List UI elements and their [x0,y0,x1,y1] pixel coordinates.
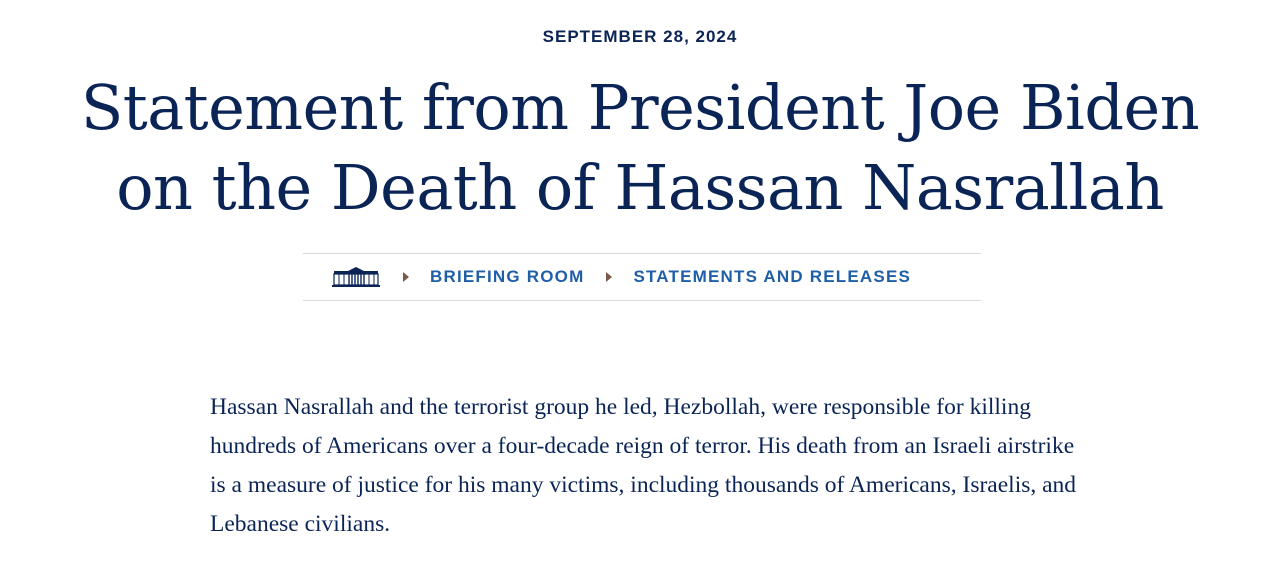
breadcrumb [303,253,981,301]
article-body: Hassan Nasrallah and the terrorist group he led, Hezbollah, were responsible for killing hundreds of Americans over a four-decade reign of terror. His death from an Israeli airstrike is a measure of justice for his many victims, including thousands of Americans, Israelis, and Lebanese civilians. [210,394,1077,537]
breadcrumb-statements-link[interactable]: STATEMENTS AND RELEASES [633,267,912,286]
breadcrumb-briefing-room-link[interactable]: BRIEFING ROOM [430,267,585,286]
page-title: Statement from President Joe Biden on the Death of Hassan Nasrallah [80,71,1200,224]
publish-date: SEPTEMBER 28, 2024 [542,27,738,46]
white-house-icon[interactable] [331,266,381,288]
caret-right-icon [606,272,612,282]
caret-right-icon [403,272,409,282]
